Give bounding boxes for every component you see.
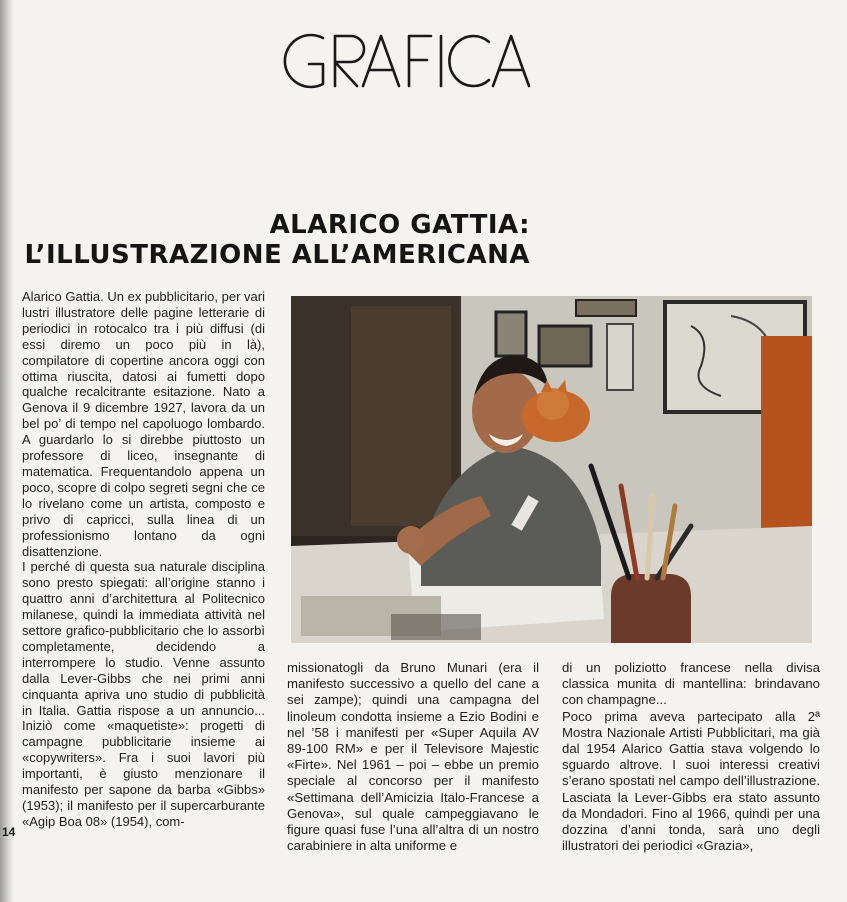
paragraph: di un poliziotto francese nella divisa classica munita di mantellina: brindavano con champagne...	[562, 660, 820, 708]
page-number: 14	[2, 825, 16, 839]
text-column-1	[22, 289, 265, 830]
text-column-2	[287, 660, 539, 854]
paragraph: Poco prima aveva partecipato alla 2ª Mostra Nazionale Artisti Pubblicitari, ma già dal 1954 Alarico Gattia stava volgendo lo sguardo altrove. I suoi interessi creativi s’erano spostati nel campo dell’illustrazione. Lasciata la Lever-Gibbs era stato assunto da Mondadori. Fino al 1966, quindi per una dozzina d’anni tonda, sarà uno degli illustratori dei periodici «Grazia»,	[562, 708, 820, 854]
headline-line-2: L’ILLUSTRAZIONE ALL’AMERICANA	[24, 240, 530, 270]
text-column-3	[562, 660, 820, 854]
paragraph: missionatogli da Bruno Munari (era il manifesto successivo a quello del cane a sei zampe); quindi una campagna del linoleum condotta insieme a Ezio Bodini e nel ’58 i manifesti per «Super Aquila AV 89-100 RM» e per il Televisore Majestic «Firte». Nel 1961 – poi – ebbe un premio speciale al concorso per il manifesto «Settimana dell’Amicizia Italo-Francese a Genova», sul quale campeggiavano le figure quasi fuse l’una all’altra di un nostro carabiniere in alta uniforme e	[287, 660, 539, 854]
headline-line-1: ALARICO GATTIA:	[269, 210, 530, 240]
artist-photo	[291, 296, 812, 643]
article-headline	[22, 210, 530, 270]
paragraph: Alarico Gattia. Un ex pubblicitario, per vari lustri illustratore delle pagine letterarie di periodici in rotocalco tra i più diffusi (di essi diremo un poco più in là), compilatore di copertine ancora oggi con ottima riuscita, datosi ai fumetti dopo qualche recalcitrante esitazione. Nato a Genova il 9 dicembre 1927, lavora da un bel po’ di tempo nel capoluogo lombardo. A guardarlo lo si direbbe piuttosto un professore di liceo, insegnante di matematica. Frequentandolo appena un poco, scopre di colpo segreti segni che ce lo rivelano come un artista, composto e privo di capricci, sulla linea di un professionismo lontano da ogni disattenzione.	[22, 289, 265, 559]
page-spine-shadow	[0, 0, 14, 902]
paragraph: I perché di questa sua naturale disciplina sono presto spiegati: all’origine stanno i quattro anni d’architettura al Politecnico milanese, quindi la immediata attività nel settore grafico-pubblicitario che lo assorbì completamente, decidendo a interrompere lo studio. Venne assunto dalla Lever-Gibbs che nei primi anni cinquanta apriva uno studio di pubblicità in Italia. Gattia rispose a un annuncio... Iniziò come «maquetiste»: progetti di campagne pubblicitarie insieme ai «copywriters». Fra i suoi lavori più importanti, è giusto menzionare il manifesto per sapone da barba «Gibbs» (1953); il manifesto per il supercarburante «Agip Boa 08» (1954), com-	[22, 559, 265, 829]
grafica-logo	[283, 26, 543, 96]
